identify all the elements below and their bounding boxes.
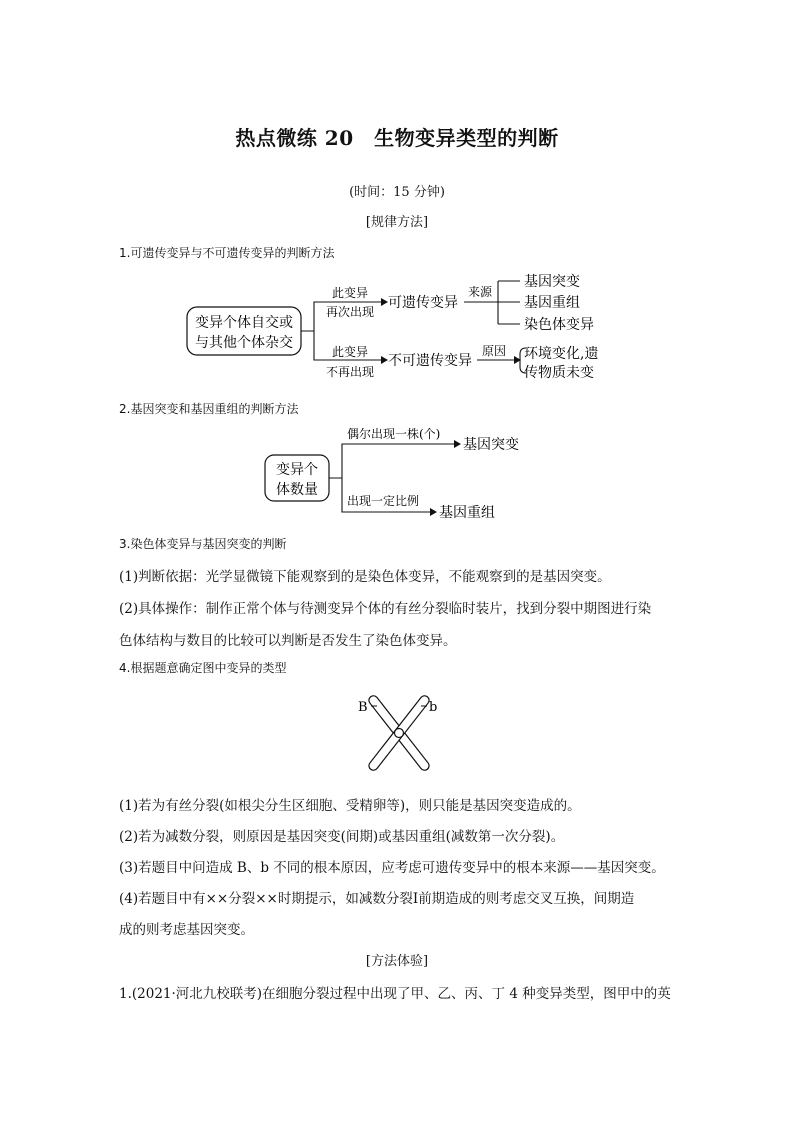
section-practice-heading: [方法体验] [365, 954, 429, 969]
diagram-mutation-vs-recombination [260, 420, 560, 524]
section-rules-heading: [规律方法] [365, 215, 429, 230]
d2-lower-result: 基因重组 [439, 505, 495, 521]
heading-3: 3.染色体变异与基因突变的判断 [119, 537, 287, 551]
d1-upper-arrow-top: 此变异 [331, 286, 369, 300]
d1-box-line1: 变异个体自交或 [195, 315, 293, 331]
d1-cause-line1: 环境变化,遗 [524, 346, 599, 362]
d2-box-line1: 变异个 [276, 462, 318, 478]
para-3-2a: (2)具体操作：制作正常个体与待测变异个体的有丝分裂临时装片，找到分裂中期图进行染 [119, 601, 652, 617]
d1-nonheritable: 不可遗传变异 [388, 353, 472, 369]
para-4-1: (1)若为有丝分裂(如根尖分生区细胞、受精卵等)，则只能是基因突变造成的。 [119, 798, 581, 814]
chromosome-figure [350, 686, 450, 780]
gene-label-B: B [358, 700, 368, 715]
d1-upper-arrow-bottom: 再次出现 [325, 305, 375, 319]
gene-label-b: b [429, 700, 438, 715]
heading-4: 4.根据题意确定图中变异的类型 [119, 661, 287, 675]
d1-source-1: 基因突变 [524, 274, 580, 290]
page-title: 热点微练 20 生物变异类型的判断 [235, 126, 559, 150]
d2-lower-label: 出现一定比例 [347, 494, 420, 508]
question-1: 1.(2021·河北九校联考)在细胞分裂过程中出现了甲、乙、丙、丁 4 种变异类型，图甲中的英 [119, 986, 671, 1002]
diagram-heritable-variation [180, 268, 640, 388]
d1-cause-label: 原因 [481, 344, 507, 358]
para-4-4a: (4)若题目中有××分裂××时期提示，如减数分裂Ⅰ前期造成的则考虑交叉互换，间期造 [119, 891, 635, 907]
time-note: (时间：15 分钟) [349, 185, 445, 200]
heading-1: 1.可遗传变异与不可遗传变异的判断方法 [119, 246, 335, 260]
para-4-3: (3)若题目中问造成 B、b 不同的根本原因，应考虑可遗传变异中的根本来源——基因突变。 [119, 860, 665, 876]
d1-source-label: 来源 [467, 285, 493, 299]
d2-upper-label: 偶尔出现一株(个) [347, 427, 441, 441]
para-3-1: (1)判断依据：光学显微镜下能观察到的是染色体变异，不能观察到的是基因突变。 [119, 569, 611, 585]
para-4-2: (2)若为减数分裂，则原因是基因突变(间期)或基因重组(减数第一次分裂)。 [119, 829, 565, 845]
d2-upper-result: 基因突变 [463, 437, 519, 453]
d1-box-line2: 与其他个体杂交 [195, 335, 293, 351]
d1-heritable: 可遗传变异 [388, 295, 458, 311]
d1-cause-line2: 传物质未变 [524, 365, 594, 381]
d1-source-3: 染色体变异 [524, 317, 594, 333]
d1-source-2: 基因重组 [524, 295, 580, 311]
d1-lower-arrow-bottom: 不再出现 [325, 365, 375, 379]
para-4-4b: 成的则考虑基因突变。 [119, 922, 254, 938]
d2-box-line2: 体数量 [276, 482, 318, 498]
heading-2: 2.基因突变和基因重组的判断方法 [119, 402, 299, 416]
d1-lower-arrow-top: 此变异 [331, 345, 369, 359]
para-3-2b: 色体结构与数目的比较可以判断是否发生了染色体变异。 [119, 633, 457, 649]
